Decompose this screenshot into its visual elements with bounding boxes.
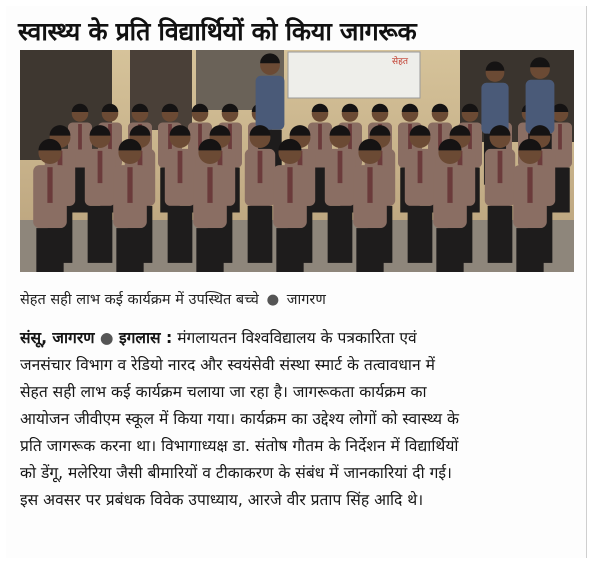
- article-line-7: इस अवसर पर प्रबंधक विवेक उपाध्याय, आरजे वीर प्रताप सिंह आदि थे।: [20, 491, 424, 509]
- headline: स्वास्थ्य के प्रति विद्यार्थियों को किया जागरूक: [18, 17, 417, 46]
- dateline-place: संसू, जागरण: [20, 329, 95, 347]
- article-line-4: आयोजन जीवीएम स्कूल में किया गया। कार्यक्रम का उद्देश्य लोगों को स्वास्थ्य के: [20, 410, 459, 428]
- article-body: [20, 325, 580, 514]
- article-line-1: [20, 325, 580, 352]
- newspaper-clipping: [6, 6, 587, 558]
- article-line-3: सेहत सही लाभ कई कार्यक्रम चलाया जा रहा है। जागरूकता कार्यक्रम का: [20, 383, 427, 401]
- article-line-6: को डेंगू, मलेरिया जैसी बीमारियों व टीकाकरण के संबंध में जानकारियां दी गई।: [20, 464, 452, 482]
- students-group-photo: [20, 50, 574, 272]
- bullet-icon: ●: [266, 292, 280, 308]
- caption-source: जागरण: [286, 292, 326, 308]
- news-photo: [20, 50, 574, 272]
- bullet-icon: ●: [99, 329, 114, 347]
- caption-text: सेहत सही लाभ कई कार्यक्रम में उपस्थित बच्चे: [20, 292, 259, 308]
- article-text: मंगलायतन विश्वविद्यालय के पत्रकारिता एवं: [177, 329, 417, 347]
- banner-text: सेहत: [392, 57, 408, 67]
- dateline-city: इगलास :: [118, 329, 173, 347]
- article-line-5: प्रति जागरूक करना था। विभागाध्यक्ष डा. संतोष गौतम के निर्देशन में विद्यार्थियों: [20, 437, 459, 455]
- dateline: [20, 329, 172, 347]
- photo-caption: [20, 289, 580, 309]
- article-line-2: जनसंचार विभाग व रेडियो नारद और स्वयंसेवी संस्था स्मार्ट के तत्वावधान में: [20, 356, 435, 374]
